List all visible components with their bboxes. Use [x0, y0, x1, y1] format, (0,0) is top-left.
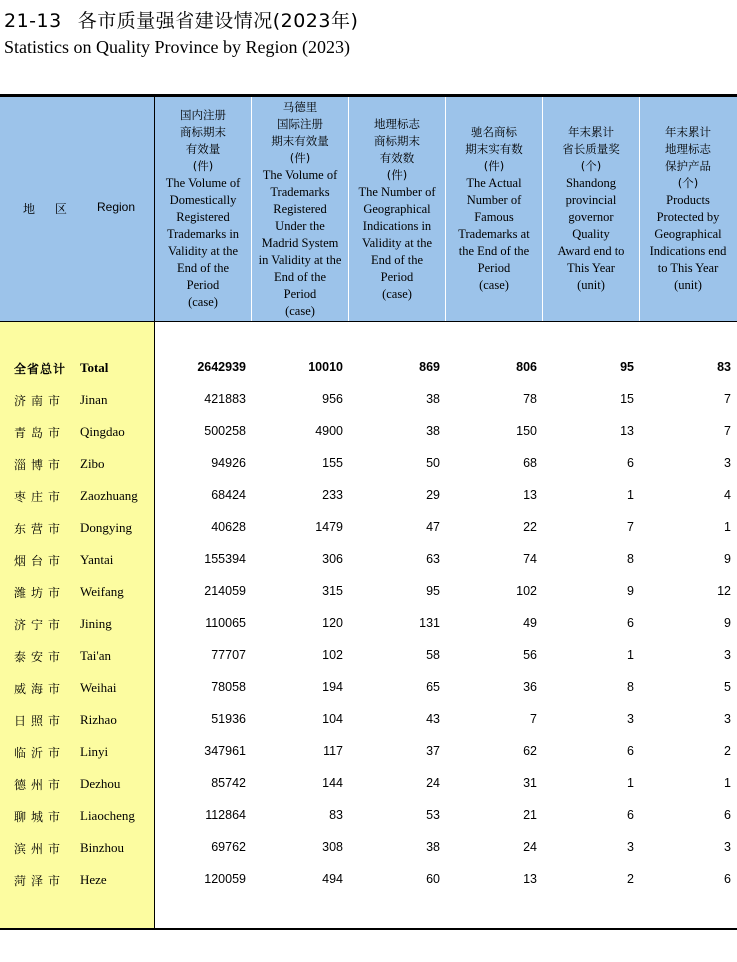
- region-name-en: Zaozhuang: [80, 488, 138, 503]
- value-cell-col-4: 24: [523, 840, 537, 854]
- table-number: 21-13: [4, 10, 62, 32]
- region-name-en: Binzhou: [80, 840, 125, 855]
- value-cell-col-2: 315: [322, 584, 343, 598]
- table-row: [0, 552, 737, 584]
- column-header-en-line: Madrid System: [261, 235, 339, 250]
- value-cell-col-4: 150: [516, 424, 537, 438]
- value-cell-col-3: 43: [426, 712, 440, 726]
- column-header-en-line: Registered: [273, 201, 327, 216]
- table-row: [0, 744, 737, 776]
- table-row: [0, 456, 737, 488]
- value-cell-col-6: 6: [724, 872, 731, 886]
- column-header-cn-line: 驰名商标: [471, 125, 517, 139]
- value-cell-col-4: 36: [523, 680, 537, 694]
- value-cell-col-2: 120: [322, 616, 343, 630]
- value-cell-col-3: 63: [426, 552, 440, 566]
- column-header-en-line: (unit): [674, 278, 702, 292]
- column-header-cn-line: 有效数: [379, 150, 415, 165]
- value-cell-col-4: 21: [523, 808, 537, 822]
- column-header-cn-line: 商标期末: [374, 133, 420, 148]
- column-header-cn-line: (件): [192, 159, 214, 173]
- region-name-cn: 德州市: [14, 778, 66, 792]
- value-cell-col-5: 1: [627, 648, 634, 662]
- region-name-en: Dezhou: [80, 776, 121, 791]
- column-header-en-line: Protected by: [656, 210, 720, 224]
- value-cell-col-2: 83: [329, 808, 343, 822]
- column-header-cn-line: (件): [386, 167, 408, 182]
- column-header-cn-line: 地理标志: [665, 142, 711, 156]
- region-name-en: Jinan: [80, 392, 108, 407]
- value-cell-col-5: 2: [627, 872, 634, 886]
- value-cell-col-3: 29: [426, 488, 440, 502]
- value-cell-col-4: 68: [523, 456, 537, 470]
- column-header-en-line: Geographical: [363, 201, 431, 216]
- column-header-en-line: Trademarks in: [166, 227, 240, 241]
- value-cell-col-3: 131: [419, 616, 440, 630]
- column-header-cn-line: (个): [580, 159, 602, 173]
- column-header-en-line: Validity at the: [361, 235, 433, 250]
- header-rule: [0, 321, 737, 322]
- value-cell-col-2: 4900: [315, 424, 343, 438]
- region-name-cn: 青岛市: [14, 426, 66, 440]
- value-cell-col-6: 83: [717, 360, 731, 374]
- value-cell-col-1: 120059: [204, 872, 246, 886]
- value-cell-col-4: 78: [523, 392, 537, 406]
- value-cell-col-5: 1: [627, 488, 634, 502]
- column-header-cn-line: 商标期末: [180, 125, 226, 139]
- column-header-en-line: Number of: [466, 193, 522, 207]
- region-name-en: Heze: [80, 872, 107, 887]
- region-name-en: Weifang: [80, 584, 124, 599]
- region-name-en: Qingdao: [80, 424, 125, 439]
- column-header-en-line: Award end to: [557, 244, 625, 258]
- region-name-cn: 菏泽市: [14, 874, 66, 888]
- column-header-cn-line: 国内注册: [180, 108, 226, 122]
- value-cell-col-2: 233: [322, 488, 343, 502]
- value-cell-col-1: 40628: [211, 520, 246, 534]
- column-header-en-line: Period: [380, 269, 414, 284]
- value-cell-col-1: 110065: [205, 616, 246, 630]
- value-cell-col-1: 51936: [211, 712, 246, 726]
- value-cell-col-3: 38: [426, 392, 440, 406]
- region-name-cn: 滨州市: [14, 842, 66, 856]
- region-name-cn: 济南市: [14, 394, 66, 408]
- column-header-en-line: Registered: [176, 210, 230, 224]
- value-cell-col-4: 13: [523, 488, 537, 502]
- column-header-2: [252, 97, 348, 321]
- column-header-en-line: Indications in: [362, 218, 432, 233]
- column-header-4: [446, 97, 542, 321]
- column-header-cn-line: 保护产品: [665, 159, 711, 173]
- column-header-en-line: (case): [188, 295, 218, 309]
- table-row: [0, 648, 737, 680]
- region-name-en: Tai'an: [80, 648, 112, 663]
- column-header-en-line: The Number of: [358, 184, 436, 199]
- column-header-en-line: Geographical: [654, 227, 722, 241]
- value-cell-col-2: 306: [322, 552, 343, 566]
- region-name-en: Dongying: [80, 520, 132, 535]
- column-header-en-line: Under the: [275, 218, 325, 233]
- title-cn-text: 各市质量强省建设情况(2023年): [77, 10, 359, 32]
- table-row: [0, 680, 737, 712]
- column-header-en-line: to This Year: [657, 261, 719, 275]
- value-cell-col-2: 104: [322, 712, 343, 726]
- value-cell-col-5: 9: [627, 584, 634, 598]
- bottom-rule: [0, 928, 737, 930]
- column-header-cn-line: (个): [677, 176, 699, 190]
- column-header-en-line: Products: [666, 193, 710, 207]
- column-header-en-line: (unit): [577, 278, 605, 292]
- value-cell-col-2: 117: [323, 744, 343, 758]
- table-row: [0, 488, 737, 520]
- value-cell-col-3: 53: [426, 808, 440, 822]
- value-cell-col-5: 3: [627, 840, 634, 854]
- column-header-en-line: End of the: [273, 269, 327, 284]
- value-cell-col-4: 49: [523, 616, 537, 630]
- column-header-en-line: the End of the: [458, 244, 530, 258]
- column-header-en-line: End of the: [176, 261, 230, 275]
- region-name-en: Rizhao: [80, 712, 117, 727]
- column-header-en-line: Validity at the: [167, 244, 239, 258]
- column-header-en-line: Quality: [572, 227, 610, 241]
- value-cell-col-3: 58: [426, 648, 440, 662]
- region-name-cn: 潍坊市: [14, 586, 66, 600]
- column-header-cn-line: 期末实有数: [465, 142, 523, 156]
- column-header-en-line: This Year: [567, 261, 615, 275]
- value-cell-col-3: 60: [426, 872, 440, 886]
- region-name-cn: 烟台市: [14, 554, 66, 568]
- value-cell-col-1: 77707: [211, 648, 246, 662]
- column-header-cn-line: 马德里: [282, 99, 318, 114]
- value-cell-col-1: 69762: [211, 840, 246, 854]
- value-cell-col-6: 6: [724, 808, 731, 822]
- value-cell-col-3: 24: [426, 776, 440, 790]
- value-cell-col-5: 1: [627, 776, 634, 790]
- column-header-cn-line: (件): [483, 159, 505, 173]
- value-cell-col-6: 7: [724, 392, 731, 406]
- value-cell-col-2: 10010: [308, 360, 343, 374]
- value-cell-col-6: 7: [724, 424, 731, 438]
- value-cell-col-1: 78058: [211, 680, 246, 694]
- table-row: [0, 776, 737, 808]
- value-cell-col-5: 6: [627, 456, 634, 470]
- column-header-cn-line: 期末有效量: [271, 133, 329, 148]
- region-name-cn: 济宁市: [14, 618, 66, 632]
- column-header-5: [543, 97, 639, 321]
- value-cell-col-5: 6: [627, 616, 634, 630]
- value-cell-col-6: 1: [724, 776, 731, 790]
- value-cell-col-5: 13: [620, 424, 634, 438]
- value-cell-col-5: 8: [627, 552, 634, 566]
- column-header-en-line: The Volume of: [165, 176, 241, 190]
- value-cell-col-6: 2: [724, 744, 731, 758]
- region-name-cn: 聊城市: [14, 810, 66, 824]
- value-cell-col-6: 3: [724, 840, 731, 854]
- table-row: [0, 808, 737, 840]
- column-header-cn-line: 有效量: [185, 142, 221, 156]
- value-cell-col-6: 3: [724, 712, 731, 726]
- region-name-cn: 全省总计: [14, 362, 67, 376]
- column-header-en-line: (case): [479, 278, 509, 292]
- column-header-en-line: Domestically: [169, 193, 237, 207]
- value-cell-col-3: 65: [426, 680, 440, 694]
- region-name-cn: 淄博市: [14, 458, 66, 472]
- column-header-en-line: Period: [477, 261, 511, 275]
- region-name-en: Jining: [80, 616, 112, 631]
- region-name-en: Weihai: [80, 680, 117, 695]
- value-cell-col-4: 56: [523, 648, 537, 662]
- column-header-en-line: provincial: [565, 193, 617, 207]
- value-cell-col-1: 68424: [211, 488, 246, 502]
- value-cell-col-5: 3: [627, 712, 634, 726]
- value-cell-col-6: 3: [724, 648, 731, 662]
- value-cell-col-1: 94926: [211, 456, 246, 470]
- column-header-cn-line: 省长质量奖: [562, 142, 620, 156]
- table-row: [0, 616, 737, 648]
- value-cell-col-1: 214059: [204, 584, 246, 598]
- region-name-en: Linyi: [80, 744, 109, 759]
- table-row: [0, 872, 737, 904]
- region-name-en: Total: [80, 360, 109, 375]
- region-name-cn: 东营市: [14, 522, 66, 536]
- value-cell-col-4: 102: [516, 584, 537, 598]
- value-cell-col-1: 421883: [204, 392, 246, 406]
- value-cell-col-6: 5: [724, 680, 731, 694]
- region-name-en: Yantai: [80, 552, 114, 567]
- value-cell-col-4: 62: [523, 744, 537, 758]
- region-name-en: Liaocheng: [80, 808, 135, 823]
- value-cell-col-3: 37: [426, 744, 440, 758]
- value-cell-col-6: 3: [724, 456, 731, 470]
- region-header-cn: 地 区: [23, 202, 75, 216]
- column-header-en-line: The Actual: [466, 176, 522, 190]
- value-cell-col-2: 494: [322, 872, 343, 886]
- value-cell-col-6: 9: [724, 552, 731, 566]
- value-cell-col-4: 806: [516, 360, 537, 374]
- value-cell-col-3: 47: [426, 520, 440, 534]
- column-header-cn-line: 国际注册: [277, 116, 323, 131]
- column-header-en-line: End of the: [370, 252, 424, 267]
- column-header-en-line: Period: [283, 286, 317, 301]
- value-cell-col-3: 38: [426, 424, 440, 438]
- value-cell-col-1: 155394: [204, 552, 246, 566]
- column-header-en-line: (case): [285, 303, 315, 318]
- value-cell-col-5: 95: [620, 360, 634, 374]
- region-name-cn: 威海市: [14, 682, 66, 696]
- value-cell-col-2: 1479: [315, 520, 343, 534]
- column-header-cn-line: 年末累计: [665, 125, 711, 139]
- table-row: [0, 392, 737, 424]
- value-cell-col-1: 2642939: [197, 360, 246, 374]
- table-row: [0, 840, 737, 872]
- value-cell-col-5: 15: [620, 392, 634, 406]
- value-cell-col-5: 6: [627, 808, 634, 822]
- value-cell-col-2: 956: [322, 392, 343, 406]
- total-row: [0, 360, 737, 392]
- value-cell-col-2: 144: [322, 776, 343, 790]
- value-cell-col-1: 347961: [204, 744, 246, 758]
- column-header-en-line: Trademarks: [270, 184, 330, 199]
- value-cell-col-4: 13: [523, 872, 537, 886]
- column-header-6: [640, 97, 736, 321]
- value-cell-col-6: 9: [724, 616, 731, 630]
- table-row: [0, 584, 737, 616]
- value-cell-col-6: 12: [717, 584, 731, 598]
- value-cell-col-4: 74: [523, 552, 537, 566]
- table-row: [0, 520, 737, 552]
- column-header-en-line: Indications end: [649, 244, 727, 258]
- value-cell-col-3: 95: [426, 584, 440, 598]
- value-cell-col-1: 500258: [204, 424, 246, 438]
- value-cell-col-3: 869: [419, 360, 440, 374]
- column-header-cn-line: 地理标志: [374, 116, 420, 131]
- column-header-en-line: (case): [382, 286, 412, 301]
- region-header-en: Region: [97, 200, 136, 214]
- table-row: [0, 712, 737, 744]
- value-cell-col-1: 112864: [205, 808, 246, 822]
- value-cell-col-4: 31: [523, 776, 537, 790]
- column-header-3: [349, 97, 445, 321]
- column-header-cn-line: 年末累计: [567, 125, 614, 139]
- column-header-en-line: Trademarks at: [458, 227, 530, 241]
- table-row: [0, 424, 737, 456]
- value-cell-col-2: 308: [322, 840, 343, 854]
- stub-divider: [154, 97, 155, 928]
- value-cell-col-3: 50: [426, 456, 440, 470]
- column-header-en-line: The Volume of: [262, 167, 338, 182]
- column-header-en-line: in Validity at the: [258, 252, 342, 267]
- column-header-en-line: Shandong: [565, 176, 616, 190]
- value-cell-col-5: 6: [627, 744, 634, 758]
- value-cell-col-2: 155: [322, 456, 343, 470]
- value-cell-col-5: 8: [627, 680, 634, 694]
- value-cell-col-2: 102: [322, 648, 343, 662]
- page-title-cn: [4, 6, 358, 33]
- column-header-en-line: governor: [568, 210, 614, 224]
- region-name-cn: 枣庄市: [14, 490, 66, 504]
- value-cell-col-4: 7: [530, 712, 537, 726]
- value-cell-col-1: 85742: [211, 776, 246, 790]
- region-name-en: Zibo: [80, 456, 105, 471]
- value-cell-col-4: 22: [523, 520, 537, 534]
- value-cell-col-6: 4: [724, 488, 731, 502]
- value-cell-col-2: 194: [322, 680, 343, 694]
- region-name-cn: 日照市: [14, 714, 66, 728]
- value-cell-col-6: 1: [724, 520, 731, 534]
- page-title-en: Statistics on Quality Province by Region (2023): [4, 37, 350, 57]
- region-name-cn: 临沂市: [14, 746, 66, 760]
- column-header-en-line: Famous: [474, 210, 514, 224]
- region-name-cn: 泰安市: [14, 650, 66, 664]
- column-header-cn-line: (件): [289, 150, 311, 165]
- column-header-1: [155, 97, 251, 321]
- value-cell-col-3: 38: [426, 840, 440, 854]
- column-header-en-line: Period: [186, 278, 220, 292]
- value-cell-col-5: 7: [627, 520, 634, 534]
